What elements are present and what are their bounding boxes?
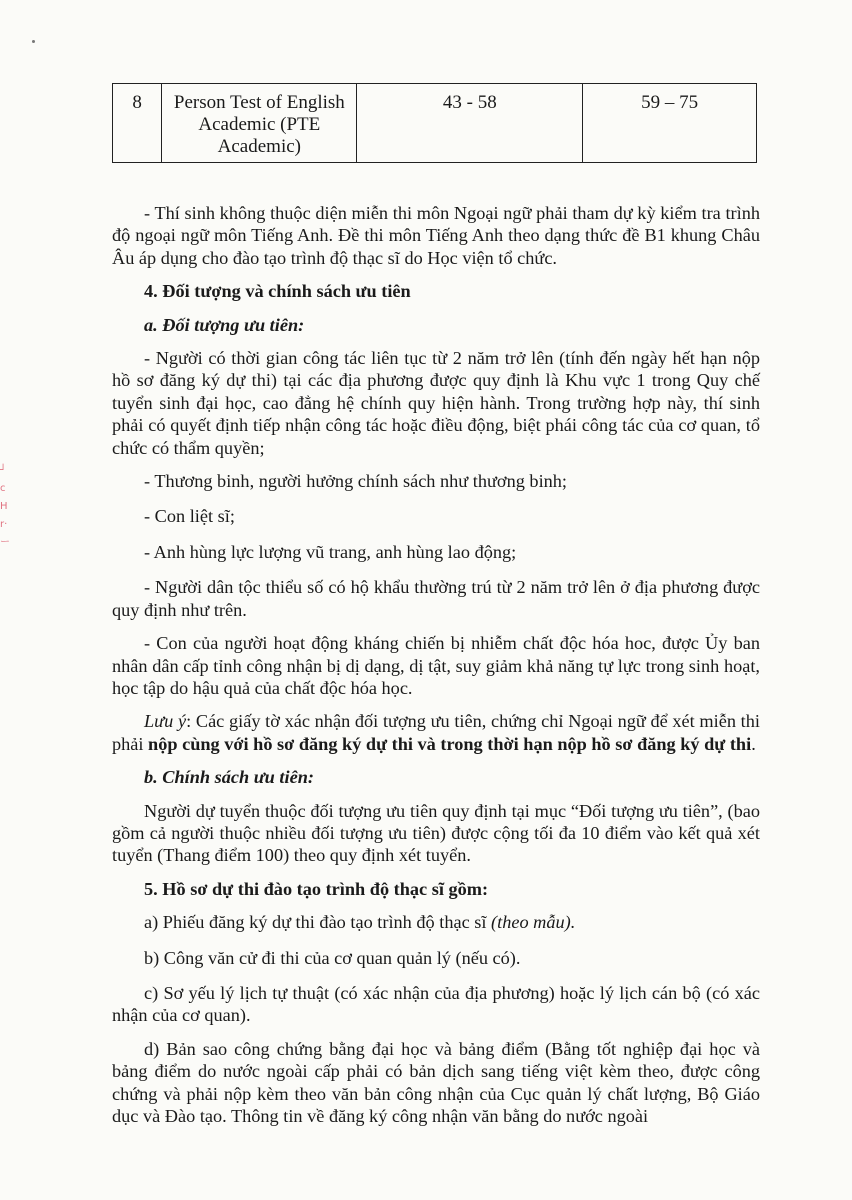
dossier-item-a: a) Phiếu đăng ký dự thi đào tạo trình độ thạc sĩ (theo mẫu). [144, 912, 576, 933]
priority-item-3: - Con liệt sĩ; [144, 506, 235, 527]
dossier-item-b: b) Công văn cử đi thi của cơ quan quản lý (nếu có). [144, 947, 521, 968]
priority-item-6: - Con của người hoạt động kháng chiến bị nhiễm chất độc hóa hoc, được Ủy ban nhân dân cấp tỉnh công nhận bị dị dạng, dị tật, suy giảm khả năng tự lực trong sinh hoạt, học tập do hậu quả của chất độc hóa học. [112, 633, 760, 698]
subsection-b-heading: b. Chính sách ưu tiên: [144, 767, 314, 788]
subsection-a-heading: a. Đối tượng ưu tiên: [144, 314, 305, 335]
dossier-item-d: d) Bản sao công chứng bằng đại học và bảng điểm (Bằng tốt nghiệp đại học và bảng điểm do nước ngoài cấp phải có bản dịch sang tiếng việt kèm theo, được công chứng và phải nộp kèm theo văn bản công nhận của Cục quản lý chất lượng, Bộ Giáo dục và Đào tạo. Thông tin về đăng ký công nhận văn bằng do nước ngoài [112, 1038, 760, 1126]
priority-item-5: - Người dân tộc thiểu số có hộ khẩu thường trú từ 2 năm trở lên ở địa phương được quy định như trên. [112, 577, 760, 620]
scan-speck [32, 40, 35, 43]
row-number: 8 [113, 84, 162, 163]
paragraph-not-exempt: - Thí sinh không thuộc diện miễn thi môn Ngoại ngữ phải tham dự kỳ kiểm tra trình độ ngoại ngữ môn Tiếng Anh. Đề thi môn Tiếng Anh theo dạng thức đề B1 khung Châu Âu áp dụng cho đào tạo trình độ thạc sĩ do Học viện tổ chức. [112, 203, 760, 268]
test-name: Person Test of English Academic (PTE Academic) [162, 84, 357, 163]
note-emphasis: nộp cùng với hồ sơ đăng ký dự thi và trong thời hạn nộp hồ sơ đăng ký dự thi [148, 733, 752, 754]
score-range-1: 43 - 58 [357, 84, 583, 163]
note-paragraph: Lưu ý: Các giấy tờ xác nhận đối tượng ưu tiên, chứng chỉ Ngoại ngữ để xét miễn thi phải nộp cùng với hồ sơ đăng ký dự thi và trong thời hạn nộp hồ sơ đăng ký dự thi. [112, 711, 760, 754]
section-4-heading: 4. Đối tượng và chính sách ưu tiên [144, 281, 411, 302]
priority-item-4: - Anh hùng lực lượng vũ trang, anh hùng lao động; [144, 541, 517, 562]
table-row [113, 84, 757, 163]
document-body [112, 202, 760, 1138]
section-5-heading: 5. Hồ sơ dự thi đào tạo trình độ thạc sĩ gồm: [144, 878, 489, 899]
priority-item-1: - Người có thời gian công tác liên tục từ 2 năm trở lên (tính đến ngày hết hạn nộp hồ sơ đăng ký dự thi) tại các địa phương được quy định là Khu vực 1 trong Quy chế tuyển sinh đại học, cao đẳng hệ chính quy hiện hành. Trong trường hợp này, thí sinh phải có quyết định tiếp nhận công tác hoặc điều động, biệt phái công tác của cơ quan, tổ chức có thẩm quyền; [112, 348, 760, 458]
priority-item-2: - Thương binh, người hưởng chính sách như thương binh; [144, 471, 568, 492]
score-range-2: 59 – 75 [583, 84, 757, 163]
dossier-item-c: c) Sơ yếu lý lịch tự thuật (có xác nhận của địa phương) hoặc lý lịch cán bộ (có xác nhận của cơ quan). [112, 982, 760, 1026]
note-label: Lưu ý [144, 711, 187, 732]
priority-policy-text: Người dự tuyển thuộc đối tượng ưu tiên quy định tại mục “Đối tượng ưu tiên”, (bao gồm cả người thuộc nhiều đối tượng ưu tiên) được cộng tối đa 10 điểm vào kết quả xét tuyển (Thang điểm 100) theo quy định xét tuyển. [112, 800, 760, 866]
language-score-table [112, 83, 757, 163]
red-stamp-fragment: ┘ c H r· ー [0, 465, 10, 548]
